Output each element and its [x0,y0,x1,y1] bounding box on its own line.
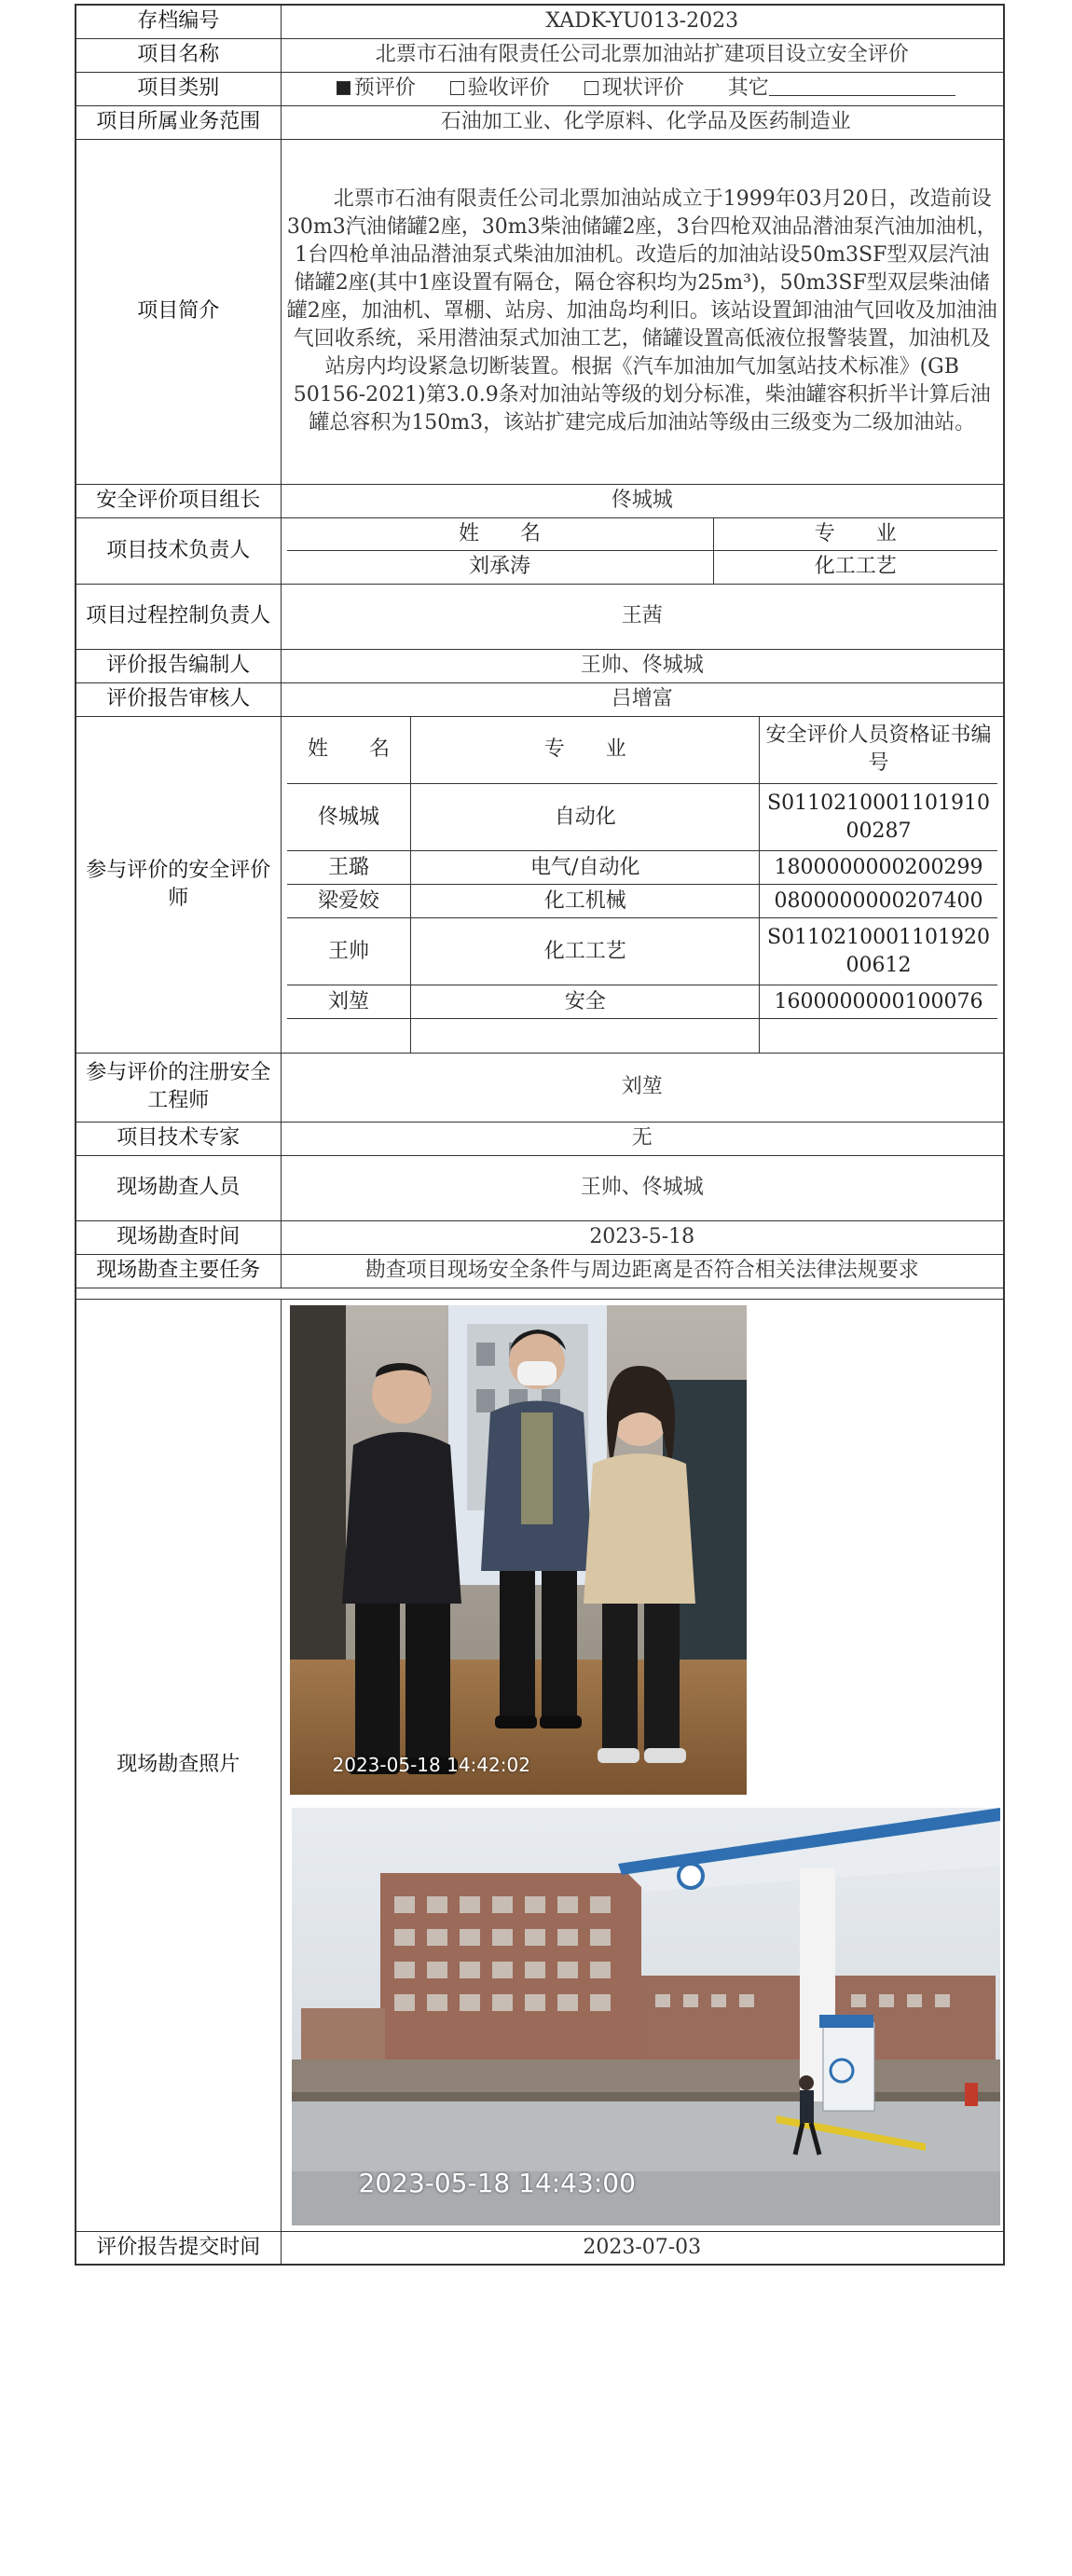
assessor-major: 自动化 [411,784,760,851]
tech-lead-table-cell [281,517,1004,584]
project-name-value: 北票市石油有限责任公司北票加油站扩建项目设立安全评价 [281,38,1004,72]
tech-expert-value: 无 [281,1122,1004,1155]
submit-time-value: 2023-07-03 [281,2231,1004,2265]
tech-lead-table [287,518,998,584]
registered-engineer-label: 参与评价的注册安全工程师 [76,1053,281,1122]
row-spacer [76,1288,1004,1299]
row-site-personnel [76,1155,1004,1220]
site-time-label: 现场勘查时间 [76,1220,281,1254]
archive-value: XADK-YU013-2023 [281,5,1004,38]
project-category-options [281,72,1004,105]
photo1-timestamp: 2023-05-18 14:42:02 [332,1753,530,1776]
evaluation-form [75,4,1005,2266]
assessor-major: 化工工艺 [411,918,760,985]
category-option-acceptance[interactable] [450,76,550,100]
category-option-label: 预评价 [353,76,416,100]
station-photo-image [292,1808,1000,2225]
assessor-name: 佟城城 [287,784,411,851]
reviewer-value: 吕增富 [281,682,1004,716]
category-other-label: 其它 [727,76,769,100]
row-registered-engineer [76,1053,1004,1122]
assessor-row-empty [287,1019,998,1053]
row-site-task [76,1254,1004,1288]
tech-lead-label: 项目技术负责人 [76,517,281,584]
process-control-label: 项目过程控制负责人 [76,584,281,649]
assessor-major: 化工机械 [411,885,760,918]
assessors-table [287,717,998,1053]
category-option-label: 现状评价 [601,76,684,100]
submit-time-label: 评价报告提交时间 [76,2231,281,2265]
row-tech-lead [76,517,1004,584]
site-time-value: 2023-5-18 [281,1220,1004,1254]
assessors-label: 参与评价的安全评价师 [76,716,281,1053]
row-submit-time [76,2231,1004,2265]
row-compiler [76,649,1004,682]
reviewer-label: 评价报告审核人 [76,682,281,716]
tech-lead-col-major: 专 业 [713,518,997,551]
process-control-value: 王茜 [281,584,1004,649]
spacer [76,1288,281,1299]
assessors-col-name: 姓 名 [287,717,411,784]
row-project-name [76,38,1004,72]
assessor-row [287,885,998,918]
assessor-name: 刘堃 [287,985,411,1019]
assessor-name: 王璐 [287,851,411,885]
row-process-control [76,584,1004,649]
category-other-blank[interactable] [769,75,955,96]
assessors-col-major: 专 业 [411,717,760,784]
site-photos-label: 现场勘查照片 [76,1299,281,2231]
intro-text: 北票市石油有限责任公司北票加油站成立于1999年03月20日，改造前设30m3汽油储罐2座，30m3柴油储罐2座，3台四枪双油品潜油泵汽油加油机，1台四枪单油品潜油泵式柴油加油机。改造后的加油站设50m3SF型双层汽油储罐2座(其中1座设置有隔仓，隔仓容积均为25m³)，50m3SF型双层柴油储罐2座，加油机、罩棚、站房、加油岛均利旧。该站设置卸油油气回收及加油油气回收系统，采用潜油泵式加油工艺，储罐设置高低液位报警装置，加油机及站房内均设紧急切断装置。根据《汽车加油加气加氢站技术标准》(GB 50156-2021)第3.0.9条对加油站等级的划分标准，柴油罐容积折半计算后油罐总容积为150m3，该站扩建完成后加油站等级由三级变为二级加油站。 [281,139,1004,484]
assessor-row [287,985,998,1019]
tech-lead-major: 化工工艺 [713,551,997,584]
tech-lead-name: 刘承涛 [287,551,714,584]
assessor-name: 梁爱姣 [287,885,411,918]
business-scope-value: 石油加工业、化学原料、化学品及医药制造业 [281,105,1004,139]
compiler-label: 评价报告编制人 [76,649,281,682]
assessor-cert: 1800000000200299 [760,851,997,885]
row-business-scope [76,105,1004,139]
checkbox-empty-icon[interactable] [584,81,598,95]
compiler-value: 王帅、佟城城 [281,649,1004,682]
site-photo-station [292,1808,1000,2225]
row-reviewer [76,682,1004,716]
assessor-row [287,851,998,885]
project-category-label: 项目类别 [76,72,281,105]
assessors-table-cell [281,716,1004,1053]
photo2-timestamp: 2023-05-18 14:43:00 [358,2167,636,2198]
indoor-photo-image [290,1305,747,1795]
row-project-category [76,72,1004,105]
intro-label: 项目简介 [76,139,281,484]
assessor-major [411,1019,760,1053]
assessor-cert: 1600000000100076 [760,985,997,1019]
row-site-photos [76,1299,1004,2231]
assessor-cert [760,1019,997,1053]
category-option-label: 验收评价 [467,76,550,100]
checkbox-empty-icon[interactable] [450,81,464,95]
assessor-cert: S011021000110191000287 [760,784,997,851]
assessor-major: 安全 [411,985,760,1019]
assessors-col-cert: 安全评价人员资格证书编号 [760,717,997,784]
archive-label: 存档编号 [76,5,281,38]
row-intro [76,139,1004,484]
info-table [75,4,1005,2266]
registered-engineer-value: 刘堃 [281,1053,1004,1122]
tech-expert-label: 项目技术专家 [76,1122,281,1155]
assessor-row [287,784,998,851]
project-name-label: 项目名称 [76,38,281,72]
assessor-row [287,918,998,985]
category-option-status[interactable] [584,76,684,100]
row-archive [76,5,1004,38]
assessor-cert: 0800000000207400 [760,885,997,918]
site-photos-cell [281,1299,1004,2231]
site-photo-indoor [290,1305,747,1795]
team-leader-value: 佟城城 [281,484,1004,517]
checkbox-checked-icon[interactable] [337,81,350,95]
site-task-value: 勘查项目现场安全条件与周边距离是否符合相关法律法规要求 [281,1254,1004,1288]
assessor-name [287,1019,411,1053]
assessor-name: 王帅 [287,918,411,985]
spacer [281,1288,1004,1299]
assessor-major: 电气/自动化 [411,851,760,885]
business-scope-label: 项目所属业务范围 [76,105,281,139]
site-personnel-value: 王帅、佟城城 [281,1155,1004,1220]
row-team-leader [76,484,1004,517]
row-assessors [76,716,1004,1053]
assessor-cert: S011021000110192000612 [760,918,997,985]
team-leader-label: 安全评价项目组长 [76,484,281,517]
site-personnel-label: 现场勘查人员 [76,1155,281,1220]
category-option-pre[interactable] [337,76,416,100]
row-site-time [76,1220,1004,1254]
site-task-label: 现场勘查主要任务 [76,1254,281,1288]
tech-lead-col-name: 姓 名 [287,518,714,551]
row-tech-expert [76,1122,1004,1155]
